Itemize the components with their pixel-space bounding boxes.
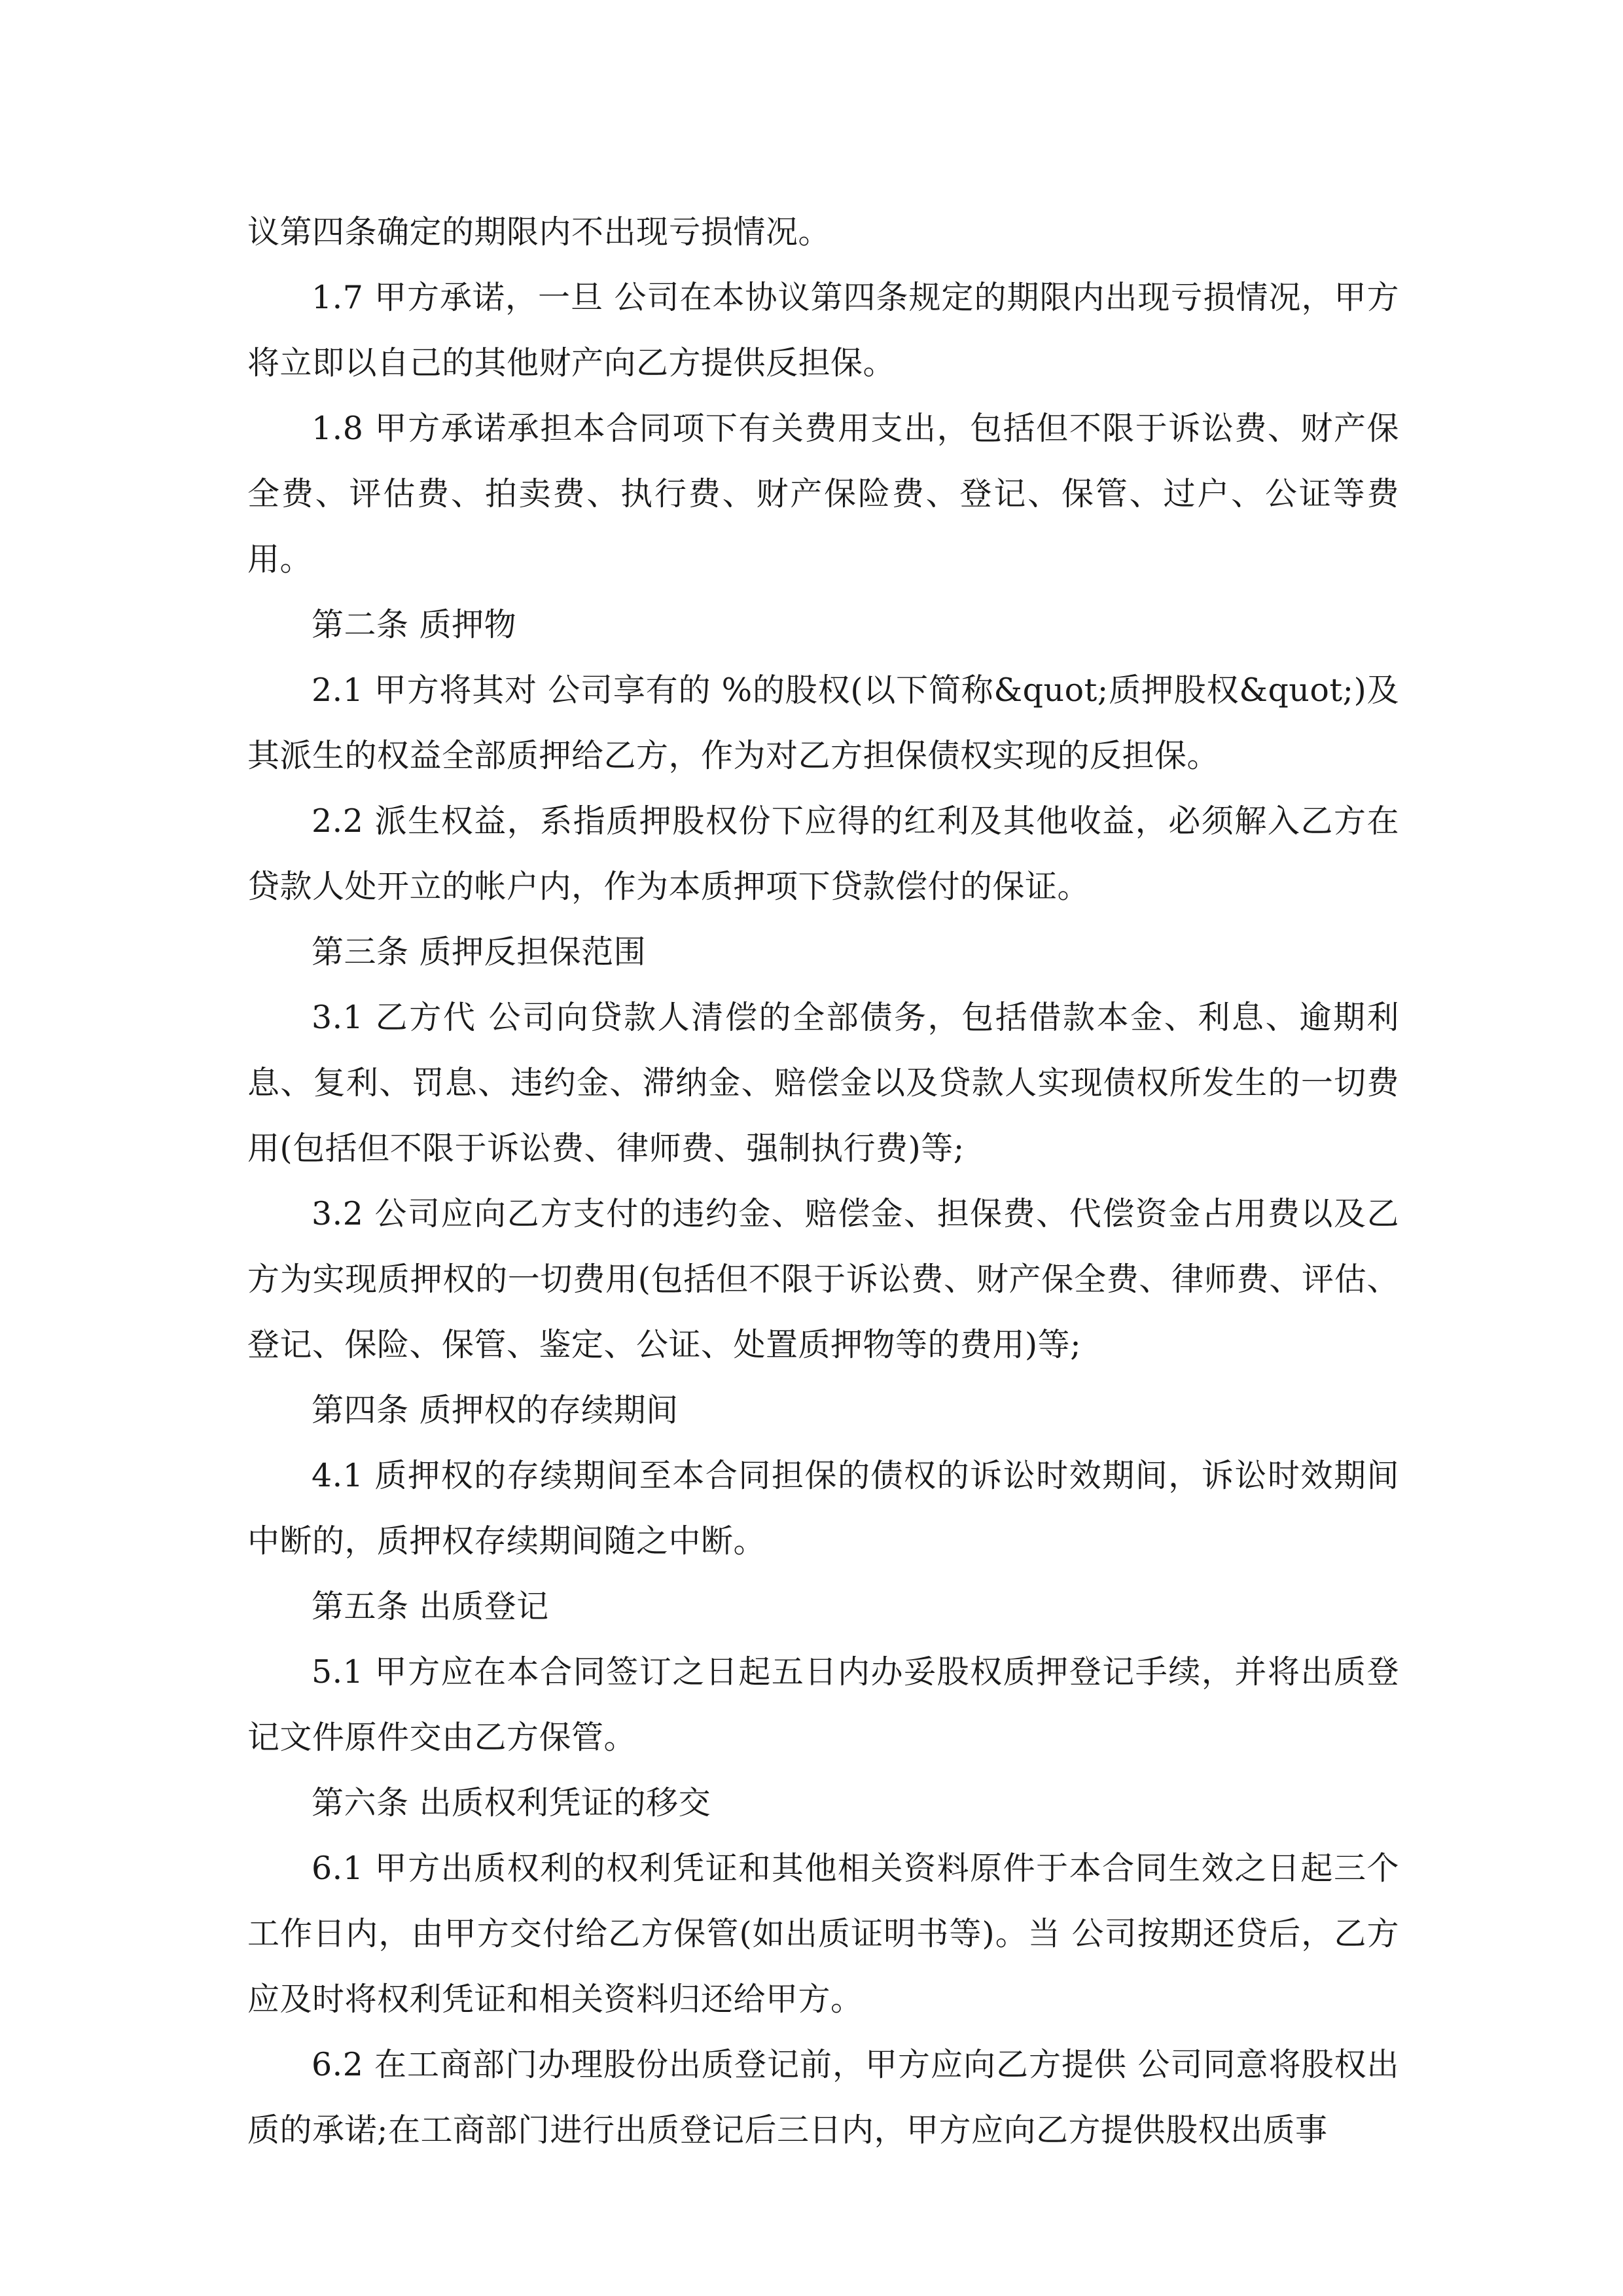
clause-3-1: 3.1 乙方代 公司向贷款人清偿的全部债务，包括借款本金、利息、逾期利息、复利、罚息、违约金、滞纳金、赔偿金以及贷款人实现债权所发生的一切费用(包括但不限于诉讼费、律师费、强制执行费)等;	[247, 999, 1399, 1167]
paragraph-continuation: 议第四条确定的期限内不出现亏损情况。	[247, 213, 831, 251]
clause-2-2: 2.2 派生权益，系指质押股权份下应得的红利及其他收益，必须解入乙方在贷款人处开立的帐户内，作为本质押项下贷款偿付的保证。	[247, 802, 1399, 905]
clause-6-2: 6.2 在工商部门办理股份出质登记前，甲方应向乙方提供 公司同意将股权出质的承诺;在工商部门进行出质登记后三日内，甲方应向乙方提供股权出质事	[247, 2046, 1399, 2149]
article-3-heading: 第三条 质押反担保范围	[312, 933, 647, 971]
clause-1-7: 1.7 甲方承诺，一旦 公司在本协议第四条规定的期限内出现亏损情况，甲方将立即以自己的其他财产向乙方提供反担保。	[247, 279, 1399, 382]
clause-2-1: 2.1 甲方将其对 公司享有的 %的股权(以下简称&quot;质押股权&quot;)及其派生的权益全部质押给乙方，作为对乙方担保债权实现的反担保。	[247, 672, 1399, 774]
clause-6-1: 6.1 甲方出质权利的权利凭证和其他相关资料原件于本合同生效之日起三个工作日内，由甲方交付给乙方保管(如出质证明书等)。当 公司按期还贷后，乙方应及时将权利凭证和相关资料归还给甲方。	[247, 1850, 1399, 2018]
article-5-heading: 第五条 出质登记	[312, 1588, 549, 1625]
clause-3-2: 3.2 公司应向乙方支付的违约金、赔偿金、担保费、代偿资金占用费以及乙方为实现质押权的一切费用(包括但不限于诉讼费、财产保全费、律师费、评估、登记、保险、保管、鉴定、公证、处置质押物等的费用)等;	[247, 1195, 1399, 1363]
clause-4-1: 4.1 质押权的存续期间至本合同担保的债权的诉讼时效期间，诉讼时效期间中断的，质押权存续期间随之中断。	[247, 1457, 1399, 1560]
article-2-heading: 第二条 质押物	[312, 606, 517, 643]
article-6-heading: 第六条 出质权利凭证的移交	[312, 1784, 711, 1821]
article-4-heading: 第四条 质押权的存续期间	[312, 1391, 679, 1429]
clause-1-8: 1.8 甲方承诺承担本合同项下有关费用支出，包括但不限于诉讼费、财产保全费、评估费、拍卖费、执行费、财产保险费、登记、保管、过户、公证等费用。	[247, 410, 1399, 578]
clause-5-1: 5.1 甲方应在本合同签订之日起五日内办妥股权质押登记手续，并将出质登记文件原件交由乙方保管。	[247, 1653, 1399, 1756]
document-body	[247, 200, 1399, 2163]
